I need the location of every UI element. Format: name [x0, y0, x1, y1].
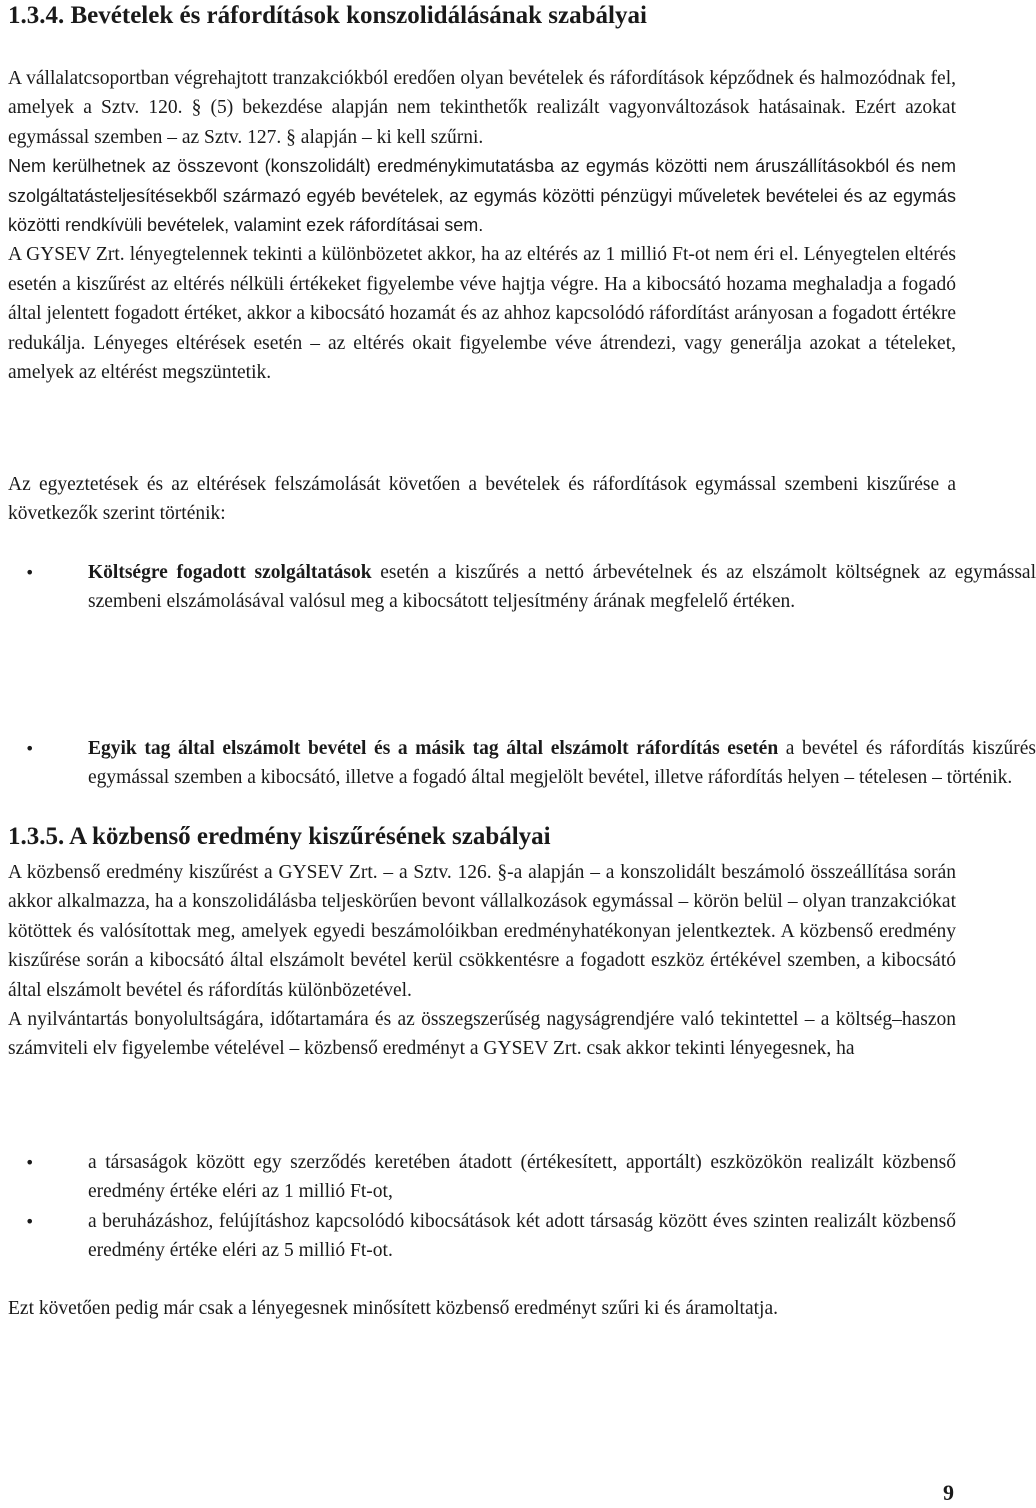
page-number: 9	[943, 1480, 954, 1505]
bullet-bold-lead: Költségre fogadott szolgáltatások	[88, 562, 372, 583]
list-item	[8, 1148, 956, 1207]
bullet-icon: •	[25, 1153, 35, 1172]
paragraph-materiality: A GYSEV Zrt. lényegtelennek tekinti a különbözetet akkor, ha az eltérés az 1 millió Ft-ot nem éri el. Lényegtelen eltérés esetén a kiszűrést az eltérés nélküli értékeket figyelembe véve hajtja végre. Ha a kibocsátó hozama meghaladja a fogadó által jelentett fogadott értéket, akkor a kibocsátó hozamát és az ahhoz kapcsolódó ráfordítást arányosan a fogadott értékre redukálja. Lényeges eltérések esetén – az eltérés okait figyelembe véve átrendezi, vagy generálja azokat a tételeket, amelyek az eltérést megszüntetik.	[8, 244, 956, 384]
bullet-icon: •	[25, 738, 35, 758]
bullet-text: a beruházáshoz, felújításhoz kapcsolódó kibocsátások két adott társaság között éves szinten realizált közbenső eredmény értéke eléri az 5 millió Ft-ot.	[88, 1210, 956, 1262]
section-1-intro	[8, 64, 956, 387]
document-page	[8, 0, 1036, 1319]
bullet-icon: •	[25, 563, 35, 582]
paragraph-interim-result: A közbenső eredmény kiszűrést a GYSEV Zrt. – a Sztv. 126. §-a alapján – a konszolidált beszámoló összeállítása során akkor alkalmazza, ha a konszolidálásba teljeskörűen bevont vállalkozások egymással – körön belül – olyan tranzakciókat kötöttek és valósítottak meg, amelyek egyedi beszámolóikban eredményhatékonyan jelentkeztek. A közbenső eredmény kiszűrése során a kibocsátó által elszámolt bevétel kerül csökkentésre a fogadott eszköz értékével szemben, a kibocsátó által elszámolt bevétel és ráfordítás különbözetével.	[8, 862, 956, 1001]
paragraph-materiality-2: A nyilvántartás bonyolultságára, időtartamára és az összegszerűség nagyságrendjére való tekintettel – a költség–haszon számviteli elv figyelembe vételével – közbenső eredményt a GYSEV Zrt. csak akkor tekinti lényegesnek, ha	[8, 1009, 956, 1060]
bullet-text	[88, 558, 1036, 617]
bullet-text: a társaságok között egy szerződés keretében átadott (értékesített, apportált) eszközökön realizált közbenső eredmény értéke eléri az 1 millió Ft-ot,	[88, 1152, 956, 1203]
section-2-list	[8, 1148, 956, 1266]
section-1-filter-intro	[8, 470, 956, 529]
section-heading-1-3-4: 1.3.4. Bevételek és ráfordítások konszolidálásának szabályai	[8, 2, 647, 29]
paragraph-exclusions: Nem kerülhetnek az összevont (konszolidált) eredménykimutatásba az egymás közötti nem áruszállításokból és nem szolgáltatásteljesítésekből származó egyéb bevételek, az egymás közötti pénzügyi műveletek bevételei és az egymás közötti rendkívüli bevételek, valamint ezek ráfordításai sem.	[8, 156, 956, 236]
bullet-text	[88, 734, 1036, 793]
list-item	[8, 558, 1036, 617]
paragraph-filter-intro: Az egyeztetések és az eltérések felszámolását követően a bevételek és ráfordítások egymással szembeni kiszűrése a következők szerint történik:	[8, 474, 956, 525]
list-item	[8, 1207, 956, 1266]
section-2-intro	[8, 858, 956, 1064]
section-2-closing	[8, 1294, 956, 1323]
bullet-icon: •	[25, 1211, 35, 1231]
paragraph-closing: Ezt követően pedig már csak a lényegesnek minősített közbenső eredményt szűri ki és áramoltatja.	[8, 1298, 778, 1319]
list-item	[8, 734, 1036, 793]
bullet-body: esetén a kiszűrés a nettó árbevételnek és az elszámolt költségnek az egymással szembeni elszámolásával valósul meg a kibocsátott teljesítmény árának megfelelő értéken.	[88, 562, 1036, 613]
section-heading-1-3-5: 1.3.5. A közbenső eredmény kiszűrésének szabályai	[8, 823, 551, 850]
bullet-bold-lead: Egyik tag által elszámolt bevétel és a másik tag által elszámolt ráfordítás esetén	[88, 737, 779, 759]
bullet-body: a bevétel és ráfordítás kiszűrés egymással szemben a kibocsátó, illetve a fogadó által megjelölt bevétel, illetve ráfordítás helyen – tételesen – történik.	[88, 737, 1036, 789]
paragraph-intro: A vállalatcsoportban végrehajtott tranzakciókból eredően olyan bevételek és ráfordítások képződnek és halmozódnak fel, amelyek a Sztv. 120. § (5) bekezdése alapján nem tekinthetők realizált vagyonváltozások hatásainak. Ezért azokat egymással szemben – az Sztv. 127. § alapján – ki kell szűrni.	[8, 68, 956, 148]
